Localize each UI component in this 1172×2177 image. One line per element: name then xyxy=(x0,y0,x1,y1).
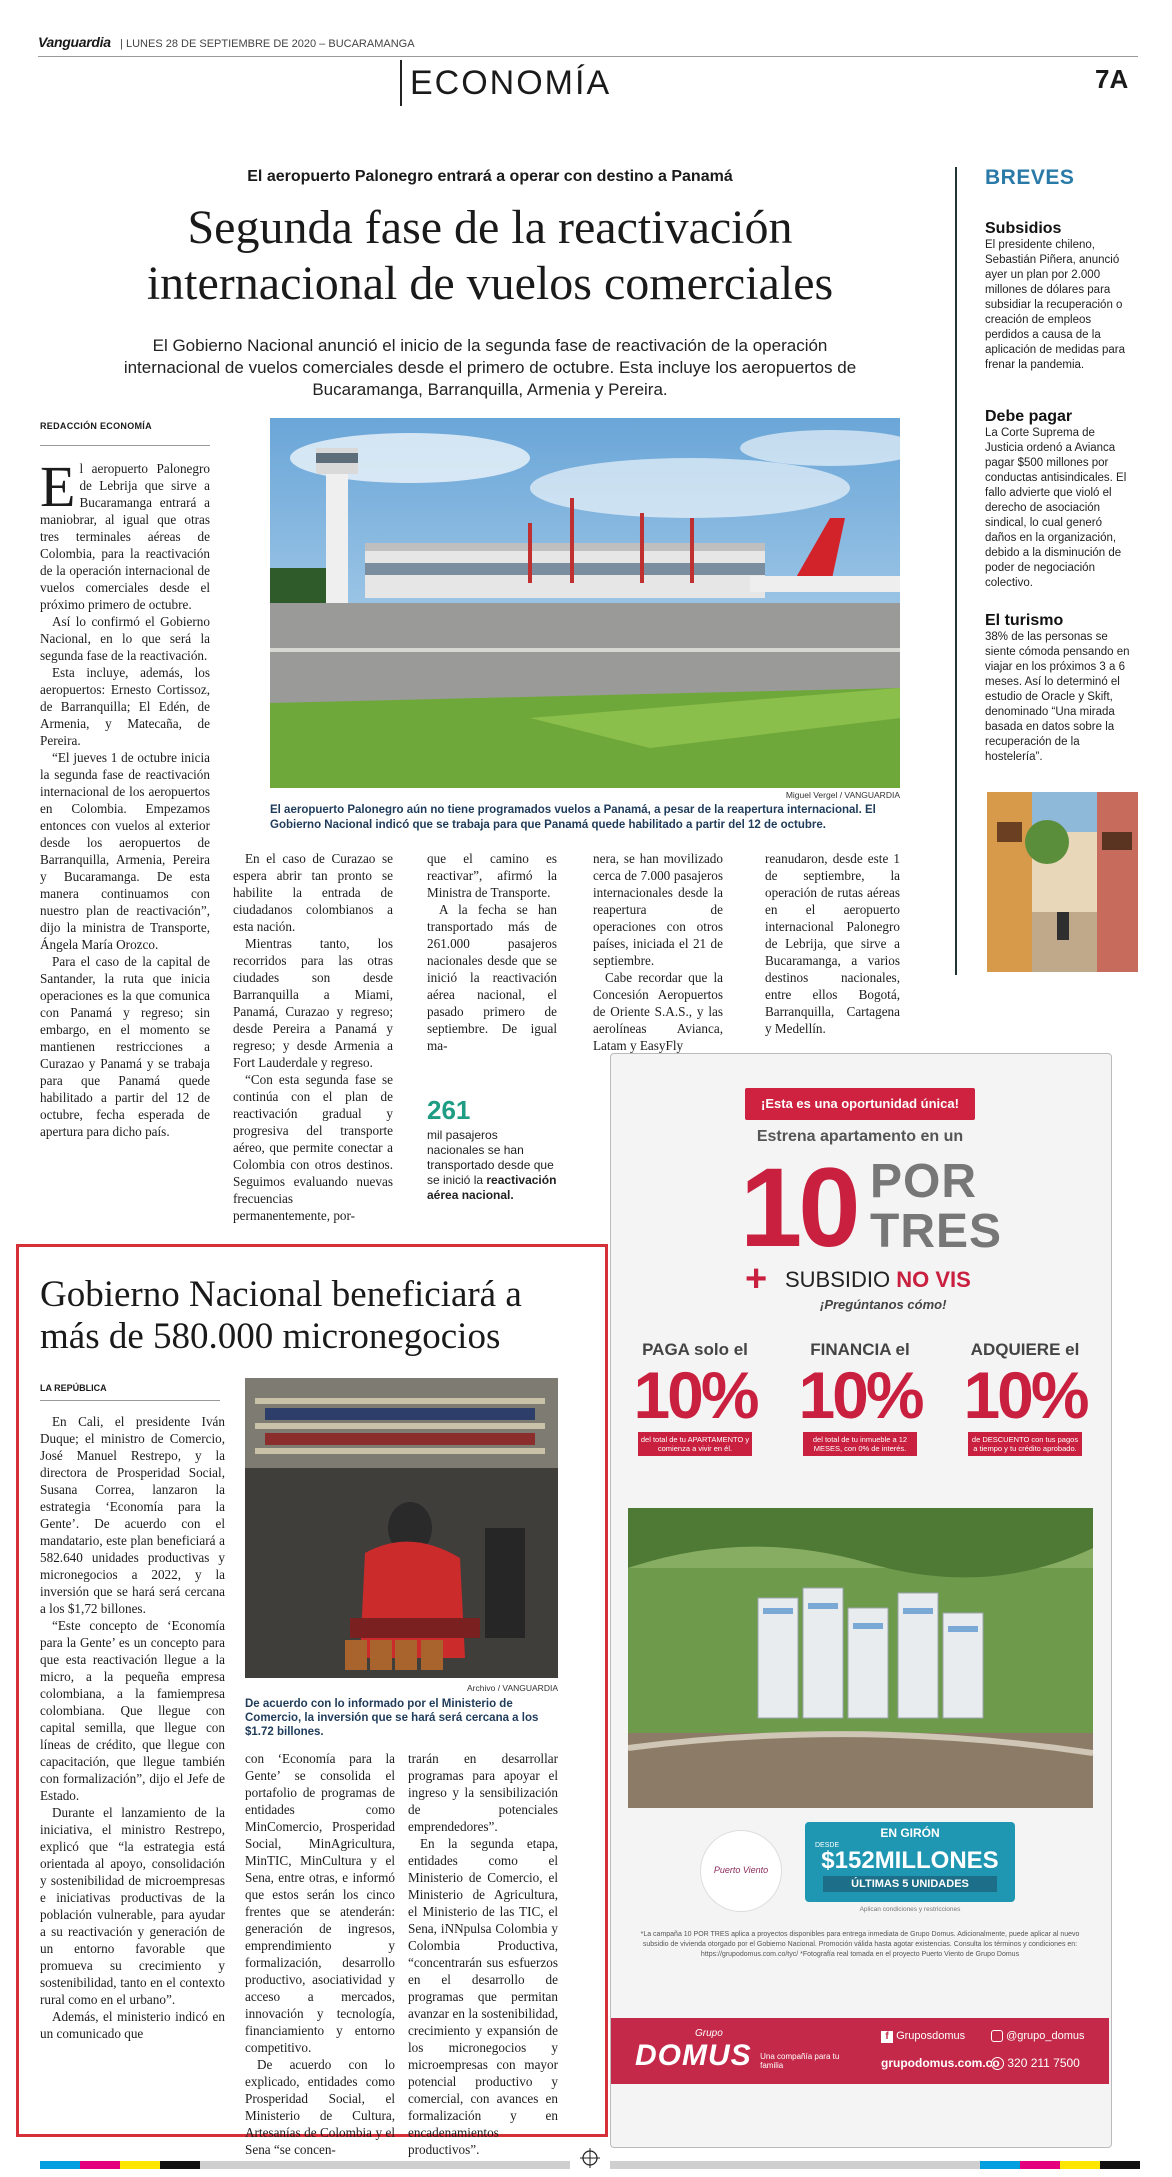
stat-text-a: mil pasajeros nacionales se han transportado desde que se inició la xyxy=(427,1128,554,1187)
ad-big-number: 10 xyxy=(740,1145,857,1270)
paragraph: En Cali, el presidente Iván Duque; el ministro de Comercio, José Manuel Restrepo, y la directora de Prosperidad Social, Susana Correa, lanzaron la estrategia ‘Economía para la Gente’. De acuerdo con el mandatario, este plan beneficiará a 582.640 unidades productivas y micronegocios a 2022, y la inversión que se hará será cercana a los $1,72 billones. xyxy=(40,1414,225,1616)
byline-rule xyxy=(40,445,210,446)
puerto-viento-logo xyxy=(700,1830,782,1912)
breve-head: Subsidios xyxy=(985,220,1062,237)
workshop-photo xyxy=(245,1378,558,1678)
photo-caption: El aeropuerto Palonegro aún no tiene programados vuelos a Panamá, a pesar de la reapertura internacional. El Gobierno Nacional indicó que se trabaja para que Panamá quede habilitado a partir del 12 de octubre. xyxy=(270,804,876,831)
breves-title: BREVES xyxy=(985,166,1075,189)
ad-offer xyxy=(955,1340,1095,1456)
ad-offer-label: PAGA solo el xyxy=(642,1340,748,1359)
second-headline: Gobierno Nacional beneficiará a más de 580.000 micronegocios xyxy=(40,1274,522,1357)
ad-tres: TRES xyxy=(870,1205,1003,1258)
photo-credit: Archivo / VANGUARDIA xyxy=(466,1683,558,1693)
ad-subsidio-b: NO VIS xyxy=(896,1267,971,1292)
main-headline-line-1: Segunda fase de la reactivación xyxy=(187,201,793,254)
breve-head: Debe pagar xyxy=(985,408,1073,425)
article-column-2 xyxy=(233,850,393,1224)
ad-offer-pct: 10% xyxy=(798,1358,922,1432)
main-byline: REDACCIÓN ECONOMÍA xyxy=(40,421,152,431)
facebook-icon: f xyxy=(881,2031,893,2043)
breve-item xyxy=(985,612,1135,765)
paragraph: “Este concepto de ‘Economía para la Gente’ es un concepto para que esta reactivación llegue a la micro, a la pequeña empresa colombiana, a la famiempresa colombiana. Que llegue con capital semilla, que llegue con líneas de crédito, que llegue con capacitación, que llegue también con formalización”, dijo el Jefe de Estado. xyxy=(40,1618,225,1803)
ad-offer-pct: 10% xyxy=(633,1358,757,1432)
airport-photo xyxy=(270,418,900,788)
ad-offer-label: ADQUIERE el xyxy=(970,1340,1080,1359)
paragraph: Esta incluye, además, los aeropuertos: Ernesto Cortissoz, de Barranquilla; El Edén, de Armenia, y Matecaña, de Pereira. xyxy=(40,665,210,748)
paragraph: trarán en desarrollar programas para apoyar el ingreso y la sensibilización de potenciales emprendedores”. xyxy=(408,1751,558,1834)
paragraph: Así lo confirmó el Gobierno Nacional, en lo que será la segunda fase de la reactivación. xyxy=(40,614,210,663)
giron-units: ÚLTIMAS 5 UNIDADES xyxy=(823,1876,997,1892)
breve-item xyxy=(985,408,1135,591)
facebook-handle[interactable] xyxy=(881,2030,965,2043)
website-link[interactable]: grupodomus.com.co xyxy=(881,2056,1000,2070)
street-photo xyxy=(987,792,1138,972)
phone-number[interactable] xyxy=(991,2056,1080,2070)
photo-caption: De acuerdo con lo informado por el Ministerio de Comercio, la inversión que se hará será cercana a los $1.72 billones. xyxy=(245,1698,539,1738)
paragraph: que el camino es reactivar”, afirmó la Ministra de Transporte. xyxy=(427,851,557,900)
ad-offer-label: FINANCIA el xyxy=(810,1340,910,1359)
whatsapp-icon xyxy=(991,2057,1004,2070)
breve-head: El turismo xyxy=(985,612,1064,629)
paragraph: De acuerdo con lo explicado, entidades como Prosperidad Social, el Ministerio de Cultura, Artesanías de Colombia y el Sena “se concen- xyxy=(245,2057,395,2157)
main-kicker: El aeropuerto Palonegro entrará a operar con destino a Panamá xyxy=(247,168,733,185)
ad-offer xyxy=(625,1340,765,1456)
breve-text: La Corte Suprema de Justicia ordenó a Avianca pagar $500 millones por conductas antisindicales. El fallo advierte que violó el derecho de asociación sindical, lo cual generó daños en la organización, debido a la disminución de poder de negociación colectivo. xyxy=(985,427,1127,589)
phone-text: 320 211 7500 xyxy=(1007,2056,1080,2070)
instagram-text: @grupo_domus xyxy=(1006,2030,1085,2042)
giron-price-box xyxy=(805,1822,1015,1902)
giron-note: Aplican condiciones y restricciones xyxy=(859,1906,961,1913)
ad-offer-fine: del total de tu APARTAMENTO y comienza a vivir en él. xyxy=(638,1432,752,1456)
instagram-icon xyxy=(991,2030,1003,2042)
paragraph: Cabe recordar que la Concesión Aeropuertos de Oriente S.A.S., y las aerolíneas Avianca, Latam y EasyFly xyxy=(593,970,723,1053)
paragraph: A la fecha se han transportado más de 261.000 pasajeros nacionales desde que se inició la reactivación aérea nacional, el pasado primero de septiembre. De igual ma- xyxy=(427,902,557,1053)
domus-brand-small: Grupo xyxy=(695,2028,723,2039)
giron-desde: DESDE xyxy=(815,1842,840,1849)
plus-icon: + xyxy=(745,1258,768,1300)
article-column-1 xyxy=(40,454,210,1140)
article-column-3 xyxy=(408,1750,558,2158)
paragraph: En la segunda etapa, entidades como el Ministerio de Comercio, el Ministerio de Agricultura, el Ministerio de las TIC, el Sena, iNNpulsa Colombia y Colombia Productiva, “concentrarán sus esfuerzos en el desarrollo de programas que permitan avanzar en la sostenibilidad, crecimiento y expansión de los micronegocios y microempresas con mayor potencial productivo y comercial, con avances en formalización y en encadenamientos productivos”. xyxy=(408,1836,558,2157)
ad-subsidio xyxy=(785,1267,971,1293)
article-column-5 xyxy=(765,850,900,1037)
section-title: ECONOMÍA xyxy=(400,60,611,106)
giron-title: EN GIRÓN xyxy=(880,1826,940,1840)
brand-logo: Vanguardia xyxy=(38,34,111,50)
ad-subtitle: Estrena apartamento en un xyxy=(756,1128,964,1145)
paragraph: Para el caso de la capital de Santander, la ruta que inicia operaciones es la que comunica con Panamá y regreso; sin embargo, en el momento se mantienen restricciones a Curazao y Panamá y se trabaja para que Panamá quede habilitado a partir del 12 de octubre, fecha esperada de apertura para dicho país. xyxy=(40,954,210,1139)
paragraph: reanudaron, desde este 1 de septiembre, la operación de rutas aéreas en el aeropuerto internacional Palonegro de Lebrija, que sirve a Bucaramanga, a varios destinos nacionales, entre ellos Bogotá, Barranquilla, Cartagena y Medellín. xyxy=(765,851,900,1036)
facebook-text: Gruposdomus xyxy=(896,2030,966,2042)
ad-footer xyxy=(611,2018,1109,2084)
paragraph: En el caso de Curazao se espera abrir tan pronto se habilite la entrada de ciudadanos colombianos a esta nación. xyxy=(233,851,393,934)
byline-rule xyxy=(40,1400,220,1401)
ad-offer xyxy=(790,1340,930,1456)
photo-credit: Miguel Vergel / VANGUARDIA xyxy=(785,790,900,800)
stat-text xyxy=(427,1128,557,1203)
breve-text: El presidente chileno, Sebastián Piñera, anunció ayer un plan por 2.000 millones de dólares para subsidiar la recuperación o creación de empleos perdidos a causa de la aplicación de medidas para frenar la pandemia. xyxy=(985,239,1126,371)
building-photo xyxy=(628,1508,1093,1808)
paragraph: Mientras tanto, los recorridos para las otras ciudades son desde Barranquilla a Miami, Panamá, Curazao y regreso; desde Pereira a Panamá y regreso; y desde Armenia a Fort Lauderdale y regreso. xyxy=(233,936,393,1070)
instagram-handle[interactable] xyxy=(991,2030,1085,2042)
second-byline: LA REPÚBLICA xyxy=(40,1383,107,1393)
giron-price: $152MILLONES xyxy=(821,1847,999,1874)
ad-subsidio-a: SUBSIDIO xyxy=(785,1267,897,1292)
paragraph: Además, el ministerio indicó en un comunicado que xyxy=(40,2009,225,2041)
main-deck: El Gobierno Nacional anunció el inicio de la segunda fase de reactivación de la operación internacional de vuelos comerciales desde el primero de octubre. Esta incluye los aeropuertos de Bucaramanga, Barranquilla, Armenia y Pereira. xyxy=(123,336,857,399)
paragraph: Durante el lanzamiento de la iniciativa, el ministro Restrepo, explicó que “la estrategia está orientada al apoyo, consolidación y sostenibilidad de microempresas e iniciativas productivas de la población vulnerable, para ayudar a su reactivación y generación de un entorno favorable que promueva su crecimiento y sostenibilidad, tanto en el contexto rural como en el urbano”. xyxy=(40,1805,225,2007)
ad-banner: ¡Esta es una oportunidad única! xyxy=(745,1088,975,1120)
stat-text-b: reactivación aérea nacional. xyxy=(427,1173,557,1202)
registration-mark-icon xyxy=(580,2148,600,2168)
domus-tagline: Una compañía para tu familia xyxy=(760,2051,840,2070)
page-header xyxy=(38,34,1138,57)
domus-brand-name: DOMUS xyxy=(635,2039,752,2072)
domus-brand xyxy=(635,2028,840,2073)
paragraph: con ‘Economía para la Gente’ se consolida el portafolio de programas de entidades como MinComercio, Prosperidad Social, MinAgricultura, MinTIC, MinCultura y el Sena, entre otras, e informó que estos serán los cinco frentes que se atenderán: generación de ingresos, emprendimiento y formalización, desarrollo productivo, asociatividad y acceso a mercados, innovación y tecnología, financiamiento y entorno competitivo. xyxy=(245,1751,395,2055)
main-headline xyxy=(60,200,920,312)
ad-offer-pct: 10% xyxy=(963,1358,1087,1432)
ad-fineprint: *La campaña 10 POR TRES aplica a proyectos disponibles para entrega inmediata de Grupo Domus. Adicionalmente, puede aplicar al nuevo subsidio de vivienda otorgado por el Gobierno Nacional. Promoción válida hasta agotar existencias. Consulta los términos y condiciones en: https://grupodomus.com.co/tyc/ *Fotografía real tomada en el proyecto Puerto Viento de Grupo Domus xyxy=(640,1931,1080,1958)
page-number: 7A xyxy=(1095,64,1129,94)
main-headline-line-2: internacional de vuelos comerciales xyxy=(146,257,834,310)
article-column-1 xyxy=(40,1413,225,2042)
paragraph: “El jueves 1 de octubre inicia la segunda fase de reactivación internacional de los aeropuertos en Colombia. Empezamos entonces con vuelos al exterior desde los aeropuertos de Barranquilla, Armenia, Pereira y Bucaramanga. De esta manera continuamos con nuestro plan de reactivación”, dijo la ministra de Transporte, Ángela María Orozco. xyxy=(40,750,210,952)
article-column-2 xyxy=(245,1750,395,2158)
paragraph: nera, se han movilizado cerca de 7.000 pasajeros internacionales desde la reapertura de operaciones con otros países, iniciada el 21 de septiembre. xyxy=(593,851,723,968)
ad-preguntanos: ¡Pregúntanos cómo! xyxy=(820,1297,947,1312)
paragraph: l aeropuerto Palonegro de Lebrija que sirve a Bucaramanga entrará a maniobrar, al igual que otras tres terminales aéreas de Colombia, para la reactivación de la operación internacional de vuelos comerciales desde el próximo primero de octubre. xyxy=(40,461,210,612)
breve-item xyxy=(985,220,1135,373)
paragraph: “Con esta segunda fase se continúa con el plan de reactivación gradual y progresiva del transporte aéreo, que permite conectar a Colombia con otros destinos. Seguimos evaluando nuevas frecuencias permanentemente, por- xyxy=(233,1072,393,1223)
article-column-3 xyxy=(427,850,557,1054)
breve-text: 38% de las personas se siente cómoda pensando en viajar en los próximos 3 a 6 meses. Así lo determinó el estudio de Oracle y Skift, denominado “Una mirada basada en datos sobre la recuperación de la hostelería”. xyxy=(985,631,1130,763)
ad-offer-fine: del total de tu inmueble a 12 MESES, con 0% de interés. xyxy=(803,1432,917,1456)
drop-cap: E xyxy=(40,454,76,519)
ad-offer-fine: de DESCUENTO con tus pagos a tiempo y tu crédito aprobado. xyxy=(968,1432,1082,1456)
dateline: | LUNES 28 DE SEPTIEMBRE DE 2020 – BUCARAMANGA xyxy=(120,38,415,50)
ad-por: POR xyxy=(870,1155,978,1208)
article-column-4 xyxy=(593,850,723,1054)
logo-text: Puerto Viento xyxy=(713,1865,769,1875)
stat-number: 261 xyxy=(427,1095,471,1125)
